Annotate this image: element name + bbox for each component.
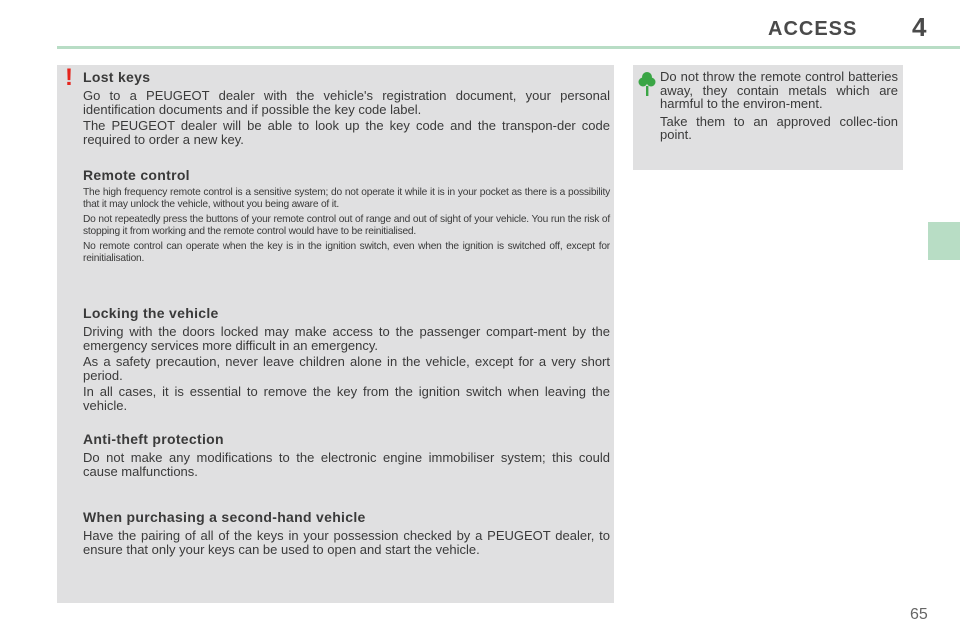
- locking-heading: Locking the vehicle: [83, 305, 219, 321]
- anti-theft-heading: Anti-theft protection: [83, 431, 224, 447]
- locking-section: [83, 305, 610, 415]
- anti-theft-section: [83, 431, 610, 481]
- lost-keys-section: [83, 69, 610, 149]
- header-divider: [57, 46, 960, 49]
- tree-eco-icon: [638, 71, 656, 97]
- second-hand-section: [83, 509, 610, 559]
- remote-control-heading: Remote control: [83, 167, 190, 183]
- chapter-title: ACCESS: [768, 18, 858, 40]
- locking-paragraph: As a safety precaution, never leave children alone in the vehicle, except for a very short period.: [83, 354, 610, 383]
- lost-keys-paragraph: The PEUGEOT dealer will be able to look up the key code and the transpon-der code required to order a new key.: [83, 118, 610, 147]
- lost-keys-paragraph: Go to a PEUGEOT dealer with the vehicle's registration document, your personal identification documents and if possible the key code label.: [83, 88, 610, 117]
- eco-note-paragraph: Take them to an approved collec-tion point.: [660, 113, 898, 142]
- second-hand-paragraph: Have the pairing of all of the keys in your possession checked by a PEUGEOT dealer, to ensure that only your keys can be used to open and start the vehicle.: [83, 528, 610, 557]
- remote-control-paragraph: Do not repeatedly press the buttons of your remote control out of range and out of sight of your vehicle. You run the risk of stopping it from working and the remote control would have to be reinitialised.: [83, 214, 610, 237]
- lost-keys-heading: Lost keys: [83, 69, 151, 85]
- remote-control-paragraph: No remote control can operate when the key is in the ignition switch, even when the ignition is switched off, except for reinitialisation.: [83, 241, 610, 264]
- page-number: 65: [910, 606, 928, 623]
- warning-exclamation-icon: !: [65, 64, 73, 91]
- locking-paragraph: In all cases, it is essential to remove the key from the ignition switch when leaving the vehicle.: [83, 384, 610, 413]
- anti-theft-paragraph: Do not make any modifications to the electronic engine immobiliser system; this could cause malfunctions.: [83, 450, 610, 479]
- eco-note-text: [660, 70, 898, 146]
- second-hand-heading: When purchasing a second-hand vehicle: [83, 509, 366, 525]
- locking-paragraph: Driving with the doors locked may make access to the passenger compart-ment by the emergency services more difficult in an emergency.: [83, 324, 610, 353]
- chapter-number: 4: [912, 12, 927, 42]
- remote-control-section: [83, 167, 610, 268]
- chapter-side-tab: [928, 222, 960, 260]
- eco-note-paragraph: Do not throw the remote control batteries away, they contain metals which are harmful to the environ-ment.: [660, 69, 898, 111]
- remote-control-paragraph: The high frequency remote control is a sensitive system; do not operate it while it is in your pocket as there is a possibility that it may unlock the vehicle, without you being aware of it.: [83, 187, 610, 210]
